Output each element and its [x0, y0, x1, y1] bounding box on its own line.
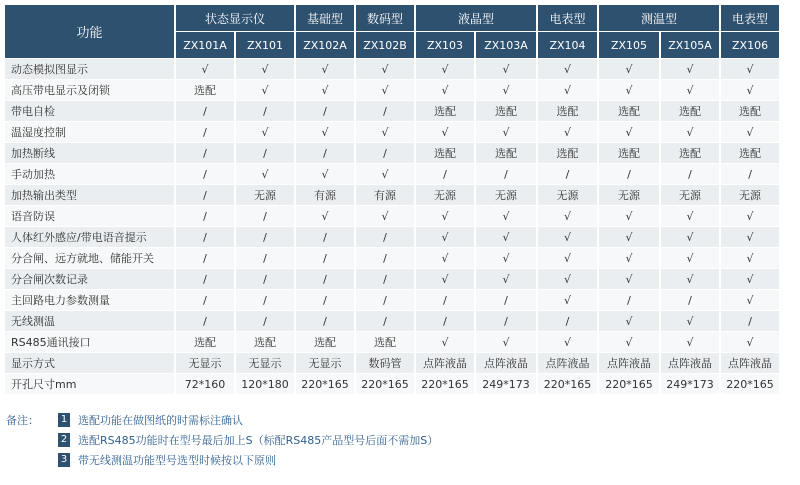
table-cell: √ — [475, 122, 537, 143]
table-cell: / — [235, 143, 295, 164]
table-cell: / — [175, 227, 235, 248]
note-number-badge: 3 — [58, 453, 70, 467]
table-cell: / — [175, 164, 235, 185]
table-cell: / — [355, 227, 415, 248]
note-item — [58, 452, 758, 468]
feature-name: 分合闸、远方就地、储能开关 — [5, 248, 175, 269]
table-cell: √ — [355, 59, 415, 80]
feature-name: 温湿度控制 — [5, 122, 175, 143]
table-cell: √ — [598, 206, 660, 227]
table-cell: / — [295, 290, 355, 311]
model-header: ZX105 — [598, 32, 660, 59]
note-number-badge: 1 — [58, 413, 70, 427]
feature-name: 语音防误 — [5, 206, 175, 227]
group-header: 状态显示仪 — [175, 5, 295, 32]
function-header: 功能 — [5, 5, 175, 59]
table-cell: / — [415, 164, 475, 185]
table-row — [5, 332, 780, 353]
table-cell: √ — [415, 122, 475, 143]
table-cell: 点阵液晶 — [537, 353, 598, 374]
table-cell: √ — [415, 80, 475, 101]
model-header: ZX102A — [295, 32, 355, 59]
table-cell: √ — [475, 59, 537, 80]
table-cell: √ — [660, 227, 720, 248]
note-text: 带无线测温功能型号选型时候按以下原则 — [78, 454, 276, 467]
table-cell: √ — [720, 206, 780, 227]
table-cell: √ — [720, 290, 780, 311]
table-cell: 无源 — [660, 185, 720, 206]
table-cell: 220*165 — [537, 374, 598, 395]
table-cell: / — [295, 143, 355, 164]
table-cell: √ — [475, 332, 537, 353]
table-cell: √ — [598, 332, 660, 353]
table-cell: 点阵液晶 — [475, 353, 537, 374]
table-cell: √ — [598, 80, 660, 101]
feature-name: RS485通讯接口 — [5, 332, 175, 353]
table-cell: / — [598, 164, 660, 185]
table-cell: / — [720, 164, 780, 185]
table-cell: 选配 — [175, 332, 235, 353]
table-cell: √ — [235, 122, 295, 143]
table-cell: √ — [415, 59, 475, 80]
table-cell: √ — [660, 206, 720, 227]
table-cell: 选配 — [537, 143, 598, 164]
table-cell: / — [295, 101, 355, 122]
group-header: 基础型 — [295, 5, 355, 32]
model-header: ZX104 — [537, 32, 598, 59]
notes-label: 备注： — [6, 414, 39, 427]
table-cell: √ — [175, 59, 235, 80]
table-cell: √ — [355, 164, 415, 185]
table-cell: 选配 — [475, 143, 537, 164]
table-cell: 选配 — [537, 101, 598, 122]
group-header-row — [5, 5, 780, 32]
feature-name: 开孔尺寸mm — [5, 374, 175, 395]
group-header: 测温型 — [598, 5, 720, 32]
table-cell: √ — [355, 80, 415, 101]
table-cell: 选配 — [175, 80, 235, 101]
table-cell: / — [355, 248, 415, 269]
table-cell: 220*165 — [720, 374, 780, 395]
table-cell: / — [175, 269, 235, 290]
table-cell: √ — [660, 248, 720, 269]
table-cell: / — [175, 122, 235, 143]
table-cell: 无源 — [537, 185, 598, 206]
table-cell: √ — [537, 290, 598, 311]
note-text: 选配功能在做图纸的时需标注确认 — [78, 414, 243, 427]
table-cell: √ — [295, 206, 355, 227]
table-cell: / — [235, 248, 295, 269]
table-cell: 120*180 — [235, 374, 295, 395]
feature-name: 加热输出类型 — [5, 185, 175, 206]
table-cell: 无显示 — [235, 353, 295, 374]
table-cell: / — [355, 269, 415, 290]
group-header: 数码型 — [355, 5, 415, 32]
table-cell: √ — [660, 311, 720, 332]
model-header: ZX102B — [355, 32, 415, 59]
table-cell: / — [598, 290, 660, 311]
table-cell: 无显示 — [295, 353, 355, 374]
feature-name: 手动加热 — [5, 164, 175, 185]
table-row — [5, 164, 780, 185]
table-cell: / — [295, 248, 355, 269]
group-header: 电表型 — [720, 5, 780, 32]
table-cell: √ — [660, 59, 720, 80]
feature-name: 显示方式 — [5, 353, 175, 374]
table-cell: √ — [235, 59, 295, 80]
table-cell: / — [475, 290, 537, 311]
table-row — [5, 290, 780, 311]
table-cell: √ — [415, 206, 475, 227]
table-cell: √ — [235, 80, 295, 101]
table-cell: √ — [720, 59, 780, 80]
model-header: ZX101 — [235, 32, 295, 59]
table-row — [5, 353, 780, 374]
table-cell: 有源 — [355, 185, 415, 206]
table-cell: / — [720, 311, 780, 332]
table-cell: 选配 — [475, 101, 537, 122]
table-cell: √ — [660, 122, 720, 143]
table-row — [5, 269, 780, 290]
table-cell: 数码管 — [355, 353, 415, 374]
table-cell: √ — [295, 122, 355, 143]
table-cell: √ — [235, 164, 295, 185]
table-cell: / — [235, 101, 295, 122]
model-header: ZX101A — [175, 32, 235, 59]
table-cell: √ — [720, 122, 780, 143]
table-cell: √ — [720, 248, 780, 269]
table-cell: √ — [598, 227, 660, 248]
table-cell: / — [235, 311, 295, 332]
feature-name: 动态模拟图显示 — [5, 59, 175, 80]
model-header: ZX103A — [475, 32, 537, 59]
spec-table-body — [5, 59, 780, 395]
table-cell: / — [235, 206, 295, 227]
table-cell: √ — [415, 269, 475, 290]
table-cell: 选配 — [415, 101, 475, 122]
table-cell: 点阵液晶 — [720, 353, 780, 374]
table-cell: √ — [355, 122, 415, 143]
table-cell: / — [475, 311, 537, 332]
table-cell: / — [235, 290, 295, 311]
table-cell: / — [415, 311, 475, 332]
feature-name: 分合闸次数记录 — [5, 269, 175, 290]
table-cell: √ — [537, 59, 598, 80]
table-cell: √ — [660, 332, 720, 353]
table-cell: / — [235, 269, 295, 290]
table-cell: 点阵液晶 — [598, 353, 660, 374]
table-cell: / — [295, 227, 355, 248]
table-cell: √ — [295, 59, 355, 80]
table-cell: √ — [355, 206, 415, 227]
group-header: 电表型 — [537, 5, 598, 32]
table-cell: √ — [415, 248, 475, 269]
table-cell: 无源 — [235, 185, 295, 206]
table-cell: 选配 — [720, 143, 780, 164]
feature-name: 主回路电力参数测量 — [5, 290, 175, 311]
table-cell: / — [355, 101, 415, 122]
table-cell: 无源 — [598, 185, 660, 206]
table-cell: √ — [537, 80, 598, 101]
table-cell: √ — [598, 122, 660, 143]
feature-name: 无线测温 — [5, 311, 175, 332]
feature-name: 加热断线 — [5, 143, 175, 164]
table-row — [5, 80, 780, 101]
feature-name: 带电自检 — [5, 101, 175, 122]
table-cell: / — [175, 311, 235, 332]
table-cell: 无源 — [475, 185, 537, 206]
table-cell: √ — [660, 80, 720, 101]
table-cell: 选配 — [415, 143, 475, 164]
note-item — [58, 412, 758, 428]
table-cell: / — [537, 164, 598, 185]
table-cell: √ — [537, 269, 598, 290]
table-cell: 选配 — [235, 332, 295, 353]
table-cell: / — [475, 164, 537, 185]
table-row — [5, 374, 780, 395]
note-item — [58, 432, 758, 448]
table-cell: / — [235, 227, 295, 248]
table-cell: 220*165 — [598, 374, 660, 395]
table-cell: / — [175, 143, 235, 164]
table-cell: / — [175, 248, 235, 269]
table-cell: √ — [598, 269, 660, 290]
note-text: 选配RS485功能时在型号最后加上S（标配RS485产品型号后面不需加S） — [78, 434, 439, 447]
table-cell: 选配 — [295, 332, 355, 353]
table-cell: 有源 — [295, 185, 355, 206]
table-row — [5, 311, 780, 332]
table-cell: / — [175, 101, 235, 122]
table-cell: √ — [660, 269, 720, 290]
table-cell: √ — [415, 332, 475, 353]
table-cell: 选配 — [660, 101, 720, 122]
table-cell: / — [175, 206, 235, 227]
table-cell: 选配 — [720, 101, 780, 122]
table-cell: 选配 — [355, 332, 415, 353]
table-cell: / — [660, 290, 720, 311]
note-number-badge: 2 — [58, 433, 70, 447]
model-header: ZX106 — [720, 32, 780, 59]
table-cell: 点阵液晶 — [660, 353, 720, 374]
table-cell: √ — [598, 311, 660, 332]
model-header: ZX105A — [660, 32, 720, 59]
table-row — [5, 206, 780, 227]
table-cell: 220*165 — [355, 374, 415, 395]
table-row — [5, 101, 780, 122]
table-cell: √ — [295, 164, 355, 185]
table-cell: 选配 — [660, 143, 720, 164]
table-cell: / — [355, 290, 415, 311]
table-cell: √ — [475, 206, 537, 227]
table-row — [5, 185, 780, 206]
table-cell: / — [537, 311, 598, 332]
table-cell: 249*173 — [475, 374, 537, 395]
table-row — [5, 227, 780, 248]
table-cell: √ — [720, 332, 780, 353]
table-cell: 无显示 — [175, 353, 235, 374]
table-cell: √ — [475, 248, 537, 269]
table-cell: √ — [475, 269, 537, 290]
table-cell: √ — [475, 80, 537, 101]
table-cell: / — [175, 290, 235, 311]
table-cell: 选配 — [598, 101, 660, 122]
table-cell: 72*160 — [175, 374, 235, 395]
table-cell: / — [295, 311, 355, 332]
table-cell: √ — [537, 248, 598, 269]
group-header: 液晶型 — [415, 5, 537, 32]
table-cell: / — [660, 164, 720, 185]
model-header: ZX103 — [415, 32, 475, 59]
table-row — [5, 143, 780, 164]
table-cell: 无源 — [720, 185, 780, 206]
table-cell: √ — [475, 227, 537, 248]
table-cell: √ — [720, 80, 780, 101]
table-cell: / — [355, 311, 415, 332]
feature-name: 高压带电显示及闭锁 — [5, 80, 175, 101]
table-cell: 选配 — [598, 143, 660, 164]
table-cell: / — [295, 269, 355, 290]
table-cell: √ — [598, 59, 660, 80]
table-cell: 点阵液晶 — [415, 353, 475, 374]
table-cell: √ — [415, 227, 475, 248]
table-cell: √ — [720, 227, 780, 248]
table-cell: √ — [537, 206, 598, 227]
table-cell: 无源 — [415, 185, 475, 206]
table-cell: √ — [720, 269, 780, 290]
spec-table — [5, 5, 781, 395]
table-cell: √ — [537, 332, 598, 353]
table-row — [5, 122, 780, 143]
table-cell: / — [355, 143, 415, 164]
table-cell: √ — [537, 227, 598, 248]
table-cell: 220*165 — [295, 374, 355, 395]
table-cell: / — [415, 290, 475, 311]
table-cell: 220*165 — [415, 374, 475, 395]
feature-name: 人体红外感应/带电语音提示 — [5, 227, 175, 248]
table-cell: 249*173 — [660, 374, 720, 395]
table-row — [5, 59, 780, 80]
table-cell: √ — [598, 248, 660, 269]
table-cell: √ — [537, 122, 598, 143]
table-row — [5, 248, 780, 269]
table-cell: / — [175, 185, 235, 206]
table-cell: √ — [295, 80, 355, 101]
